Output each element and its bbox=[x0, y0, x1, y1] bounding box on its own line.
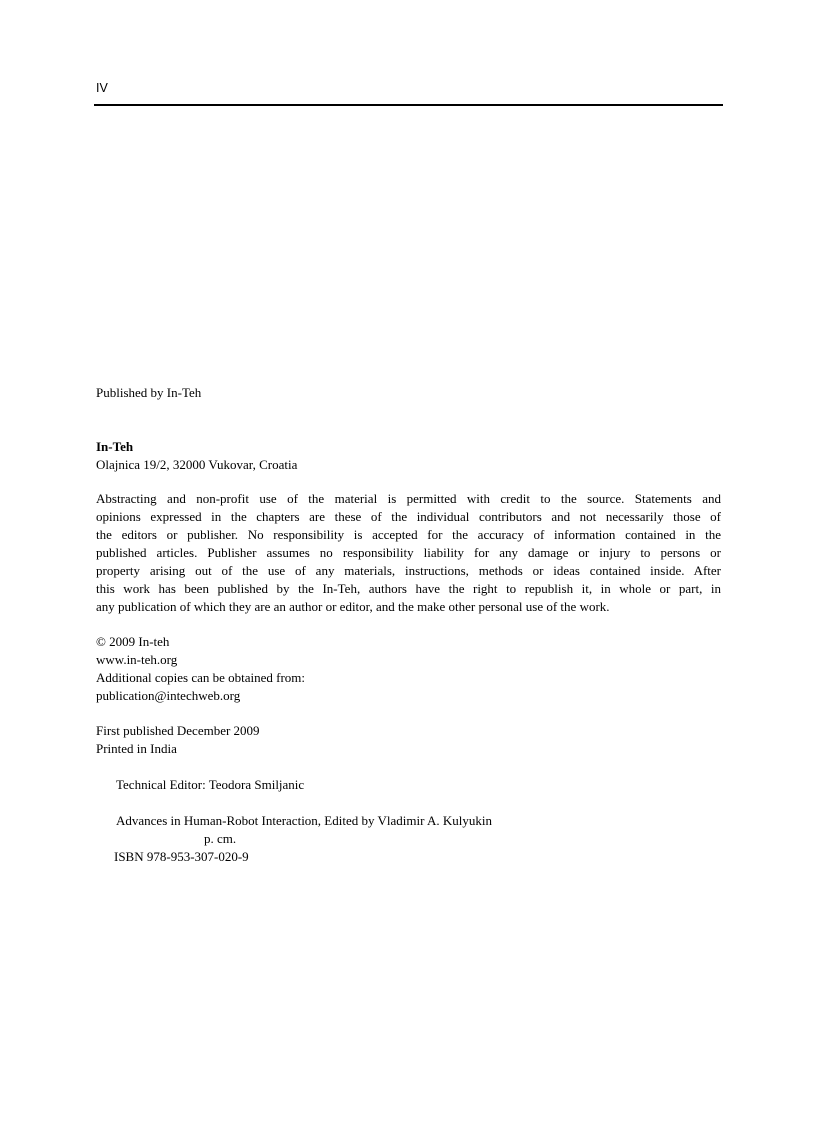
published-by-section bbox=[96, 384, 721, 402]
notice-line: the editors or publisher. No responsibility is accepted for the accuracy of information contained in the bbox=[96, 527, 721, 542]
publisher-section bbox=[96, 438, 721, 474]
publisher-address: Olajnica 19/2, 32000 Vukovar, Croatia bbox=[96, 457, 298, 472]
isbn: ISBN 978-953-307-020-9 bbox=[114, 849, 249, 864]
copyright-line: © 2009 In-teh bbox=[96, 634, 170, 649]
copyright-notice bbox=[96, 490, 721, 616]
notice-line: property arising out of the use of any materials, instructions, methods or ideas contained inside. After bbox=[96, 563, 721, 578]
notice-line: Abstracting and non-profit use of the material is permitted with credit to the source. Statements and bbox=[96, 491, 721, 506]
notice-line: opinions expressed in the chapters are these of the individual contributors and not necessarily those of bbox=[96, 509, 721, 524]
email-link[interactable]: publication@intechweb.org bbox=[96, 688, 241, 703]
page-number: IV bbox=[96, 81, 108, 95]
technical-editor: Technical Editor: Teodora Smiljanic bbox=[116, 777, 305, 792]
print-info-section bbox=[96, 722, 721, 758]
printed-in: Printed in India bbox=[96, 741, 177, 756]
cip-section bbox=[116, 812, 492, 866]
header-rule bbox=[94, 104, 723, 106]
cip-pcm: p. cm. bbox=[204, 831, 237, 846]
notice-line: any publication of which they are an author or editor, and the make other personal use of the work. bbox=[96, 599, 610, 614]
contact-section bbox=[96, 633, 721, 705]
notice-line: this work has been published by the In-Teh, authors have the right to republish it, in whole or part, in bbox=[96, 581, 721, 596]
copies-label: Additional copies can be obtained from: bbox=[96, 670, 306, 685]
published-by-text: Published by In-Teh bbox=[96, 385, 202, 400]
website-link[interactable]: www.in-teh.org bbox=[96, 652, 178, 667]
first-published: First published December 2009 bbox=[96, 723, 260, 738]
publisher-name: In-Teh bbox=[96, 439, 134, 454]
notice-line: published articles. Publisher assumes no responsibility liability for any damage or injury to persons or bbox=[96, 545, 721, 560]
cip-title-line: Advances in Human-Robot Interaction, Edited by Vladimir A. Kulyukin bbox=[116, 813, 492, 828]
